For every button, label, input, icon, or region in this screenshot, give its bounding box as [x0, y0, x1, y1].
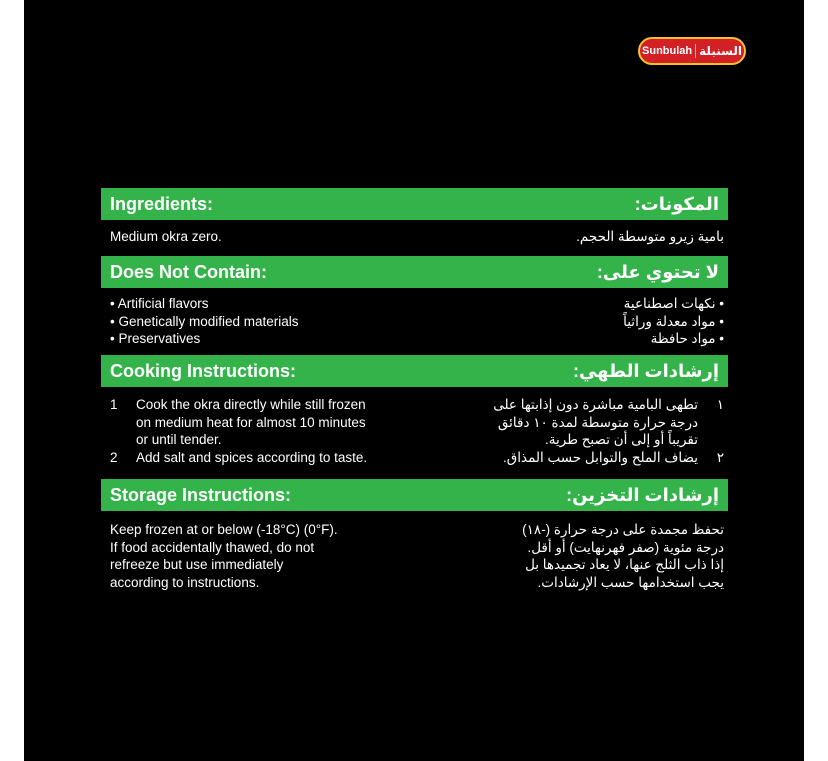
- sunbulah-logo: [638, 37, 746, 65]
- does-not-contain-title-en: Does Not Contain:: [110, 261, 267, 282]
- list-item: • مواد حافظة: [650, 331, 724, 346]
- cooking-step: [493, 396, 724, 449]
- step-number: 2: [110, 449, 118, 465]
- cooking-step: [110, 396, 367, 449]
- ingredients-line-en: Medium okra zero.: [110, 229, 222, 244]
- storage-text-ar: [522, 521, 724, 591]
- step-line: Add salt and spices according to taste.: [136, 449, 368, 465]
- ingredients-text-en: [110, 228, 222, 246]
- cooking-title-ar: إرشادات الطهي:: [572, 360, 719, 381]
- logo-name-en: Sunbulah: [642, 45, 693, 57]
- step-line: on medium heat for almost 10 minutes: [136, 414, 366, 430]
- step-number: 1: [110, 397, 118, 412]
- list-item: • نكهات اصطناعية: [623, 296, 724, 311]
- cooking-header: [101, 355, 728, 387]
- storage-title-en: Storage Instructions:: [110, 484, 292, 505]
- cooking-steps-ar: [493, 396, 724, 466]
- list-item: • Preservatives: [110, 331, 201, 346]
- storage-text-en: [110, 521, 338, 591]
- cooking-step: [493, 449, 724, 467]
- step-line: تطهى البامية مباشرة دون إذابتها على: [493, 397, 698, 412]
- list-item: • Genetically modified materials: [110, 313, 299, 329]
- step-line: تقريباً أو إلى أن تصبح طرية.: [545, 432, 698, 447]
- ingredients-text-ar: [576, 228, 724, 246]
- storage-line: يجب استخدامها حسب الإرشادات.: [537, 574, 724, 590]
- ingredients-header: [101, 188, 728, 220]
- cooking-steps-en: [110, 396, 367, 466]
- storage-line: إذا ذاب الثلج عنها، لا يعاد تجميدها بل: [525, 557, 724, 572]
- step-number: ٢: [716, 449, 724, 465]
- cooking-step: [110, 449, 367, 467]
- storage-line: تحفظ مجمدة على درجة حرارة (-١٨): [522, 522, 724, 537]
- does-not-contain-list-ar: [623, 295, 724, 348]
- step-line: or until tender.: [136, 432, 222, 447]
- does-not-contain-title-ar: لا تحتوي على:: [596, 261, 719, 282]
- step-line: يضاف الملح والتوابل حسب المذاق.: [503, 449, 698, 465]
- does-not-contain-list-en: [110, 295, 299, 348]
- ingredients-title-en: Ingredients:: [110, 193, 214, 214]
- logo-name-ar: السنبلة: [699, 44, 742, 58]
- does-not-contain-header: [101, 256, 728, 288]
- step-number: ١: [716, 397, 724, 412]
- step-line: Cook the okra directly while still frozen: [136, 397, 366, 412]
- ingredients-line-ar: بامية زيرو متوسطة الحجم.: [576, 229, 724, 244]
- logo-divider: [695, 44, 696, 58]
- step-line: درجة حرارة متوسطة لمدة ١٠ دقائق: [497, 414, 698, 430]
- cooking-title-en: Cooking Instructions:: [110, 360, 296, 381]
- list-item: • مواد معدلة وراثياً: [623, 313, 724, 329]
- storage-line: If food accidentally thawed, do not: [110, 539, 315, 555]
- storage-line: refreeze but use immediately: [110, 557, 284, 572]
- storage-line: درجة مئوية (صفر فهرنهايت) أو أقل.: [527, 539, 724, 555]
- storage-line: according to instructions.: [110, 574, 260, 590]
- ingredients-title-ar: المكونات:: [634, 193, 719, 214]
- storage-header: [101, 479, 728, 511]
- storage-title-ar: إرشادات التخزين:: [566, 484, 719, 505]
- storage-line: Keep frozen at or below (-18°C) (0°F).: [110, 522, 338, 537]
- list-item: • Artificial flavors: [110, 296, 209, 311]
